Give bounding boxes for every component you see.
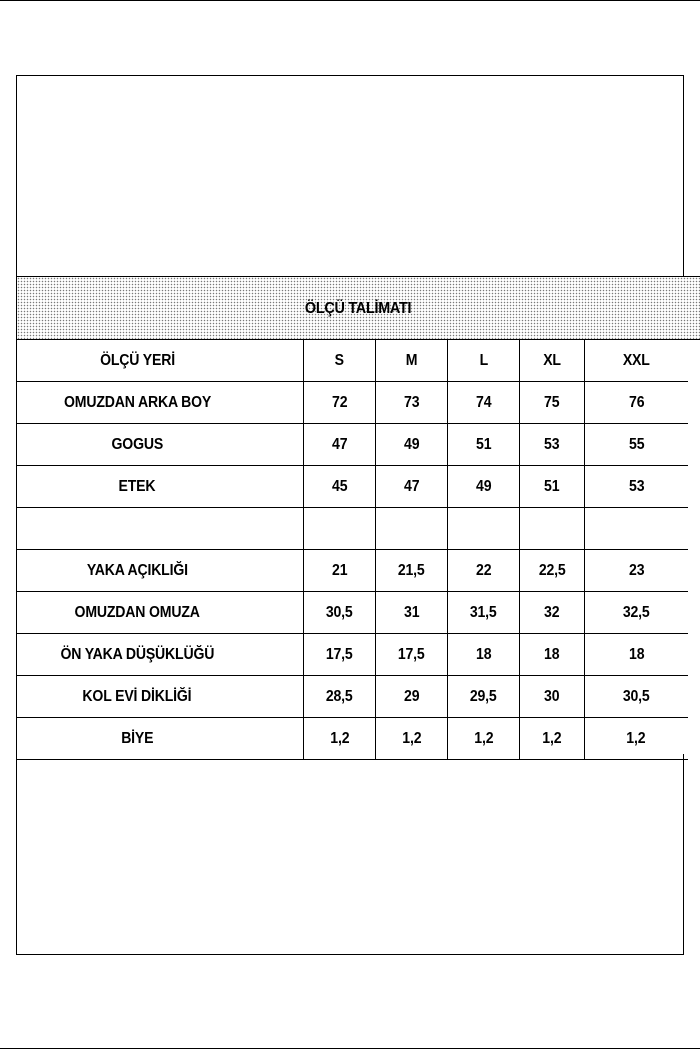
measure-label: KOL EVİ DİKLİĞİ	[82, 687, 192, 705]
measure-label-cell	[17, 382, 258, 424]
measure-label: ETEK	[118, 477, 156, 495]
table-row	[17, 718, 688, 760]
spacer-cell	[258, 508, 304, 550]
value-cell	[585, 718, 688, 760]
measurement-sheet	[16, 276, 700, 754]
measure-label: BİYE	[121, 729, 154, 747]
measure-label-cell	[17, 508, 258, 550]
value-cell	[585, 382, 688, 424]
table-row	[17, 424, 688, 466]
measurement-value: 21	[331, 561, 348, 579]
measurement-value: 29,5	[470, 687, 497, 705]
size-header-cell	[376, 340, 448, 382]
measurement-value: 55	[628, 435, 644, 453]
measurement-value: 17,5	[326, 645, 353, 663]
value-cell	[520, 592, 585, 634]
value-cell	[376, 424, 448, 466]
value-cell	[520, 718, 585, 760]
spacer-cell	[258, 424, 304, 466]
size-label: M	[405, 351, 418, 369]
measurement-value: 73	[403, 393, 420, 411]
spacer-cell	[258, 466, 304, 508]
table-header-row	[17, 340, 688, 382]
value-cell	[585, 550, 688, 592]
value-cell	[585, 592, 688, 634]
value-cell	[585, 676, 688, 718]
measurement-value: 28,5	[326, 687, 353, 705]
value-cell	[520, 382, 585, 424]
measurement-value: 32	[544, 603, 560, 621]
value-cell	[304, 466, 376, 508]
measurement-value: 18	[628, 645, 644, 663]
spacer-cell	[258, 382, 304, 424]
value-cell	[448, 424, 520, 466]
value-cell	[585, 466, 688, 508]
spacer-cell	[258, 676, 304, 718]
value-cell	[448, 550, 520, 592]
measurement-value: 1,2	[329, 729, 350, 747]
measurement-value: 21,5	[398, 561, 425, 579]
value-cell	[304, 382, 376, 424]
size-label: L	[479, 351, 488, 369]
measure-label-cell	[17, 550, 258, 592]
spacer-cell	[258, 718, 304, 760]
size-label: XL	[543, 351, 561, 369]
column-header-measure	[17, 340, 258, 382]
value-cell	[304, 634, 376, 676]
measure-label-cell	[17, 676, 258, 718]
measure-label: YAKA AÇIKLIĞI	[86, 561, 188, 579]
title-band	[16, 276, 700, 340]
value-cell	[376, 634, 448, 676]
size-chart-table	[16, 340, 688, 760]
value-cell	[376, 676, 448, 718]
table-row	[17, 550, 688, 592]
table-row	[17, 508, 688, 550]
value-cell	[304, 424, 376, 466]
value-cell	[585, 424, 688, 466]
value-cell	[376, 382, 448, 424]
value-cell	[304, 508, 376, 550]
value-cell	[448, 466, 520, 508]
measurement-value: 32,5	[622, 603, 650, 621]
size-header-cell	[304, 340, 376, 382]
table-row	[17, 466, 688, 508]
measurement-value: 76	[628, 393, 644, 411]
value-cell	[304, 676, 376, 718]
measurement-value: 74	[475, 393, 492, 411]
measurement-value: 1,2	[473, 729, 494, 747]
measurement-value: 51	[544, 477, 560, 495]
measurement-value: 30	[544, 687, 560, 705]
measure-label-cell	[17, 592, 258, 634]
measure-label: GOGUS	[111, 435, 164, 453]
measurement-value: 1,2	[626, 729, 646, 747]
value-cell	[376, 466, 448, 508]
value-cell	[448, 508, 520, 550]
value-cell	[304, 718, 376, 760]
value-cell	[520, 424, 585, 466]
value-cell	[304, 550, 376, 592]
size-label: XXL	[622, 351, 650, 369]
value-cell	[448, 634, 520, 676]
spacer-cell	[258, 634, 304, 676]
value-cell	[585, 634, 688, 676]
measurement-value: 30,5	[622, 687, 650, 705]
measure-label-cell	[17, 424, 258, 466]
measurement-value: 17,5	[398, 645, 425, 663]
measurement-value: 22,5	[538, 561, 566, 579]
value-cell	[376, 550, 448, 592]
value-cell	[376, 718, 448, 760]
measurement-value: 30,5	[326, 603, 353, 621]
value-cell	[448, 382, 520, 424]
value-cell	[376, 592, 448, 634]
measure-label-cell	[17, 718, 258, 760]
spacer-cell	[258, 340, 304, 382]
measurement-value: 1,2	[542, 729, 562, 747]
value-cell	[520, 634, 585, 676]
table-row	[17, 592, 688, 634]
measurement-value: 23	[628, 561, 644, 579]
measurement-value: 53	[628, 477, 644, 495]
measurement-value: 51	[475, 435, 492, 453]
size-header-cell	[520, 340, 585, 382]
value-cell	[520, 508, 585, 550]
value-cell	[448, 676, 520, 718]
value-cell	[520, 676, 585, 718]
size-header-cell	[448, 340, 520, 382]
measurement-value: 18	[475, 645, 492, 663]
page-bottom-rule	[0, 1048, 700, 1049]
value-cell	[376, 508, 448, 550]
measurement-value: 1,2	[401, 729, 422, 747]
measurement-value: 49	[475, 477, 492, 495]
measurement-value: 45	[331, 477, 348, 495]
measurement-value: 31	[403, 603, 420, 621]
measure-label-cell	[17, 466, 258, 508]
measurement-value: 49	[403, 435, 420, 453]
page-top-rule	[0, 0, 700, 1]
value-cell	[520, 550, 585, 592]
measure-column-title: ÖLÇÜ YERİ	[99, 351, 175, 369]
value-cell	[304, 592, 376, 634]
sheet-title: ÖLÇÜ TALİMATI	[305, 300, 412, 317]
spacer-cell	[258, 592, 304, 634]
table-row	[17, 676, 688, 718]
value-cell	[520, 466, 585, 508]
measure-label: OMUZDAN ARKA BOY	[63, 393, 211, 411]
measurement-value: 31,5	[470, 603, 497, 621]
value-cell	[585, 508, 688, 550]
value-cell	[448, 718, 520, 760]
measure-label: ÖN YAKA DÜŞÜKLÜĞÜ	[60, 645, 215, 663]
measurement-value: 22	[475, 561, 492, 579]
value-cell	[448, 592, 520, 634]
measurement-value: 47	[331, 435, 348, 453]
spacer-cell	[258, 550, 304, 592]
measurement-value: 53	[544, 435, 560, 453]
measurement-value: 29	[403, 687, 420, 705]
measure-label: OMUZDAN OMUZA	[74, 603, 200, 621]
measurement-value: 18	[544, 645, 560, 663]
measurement-value: 72	[331, 393, 348, 411]
measure-label-cell	[17, 634, 258, 676]
size-header-cell	[585, 340, 688, 382]
size-label: S	[334, 351, 345, 369]
measurement-value: 75	[544, 393, 560, 411]
table-row	[17, 634, 688, 676]
table-row	[17, 382, 688, 424]
measurement-value: 47	[403, 477, 420, 495]
